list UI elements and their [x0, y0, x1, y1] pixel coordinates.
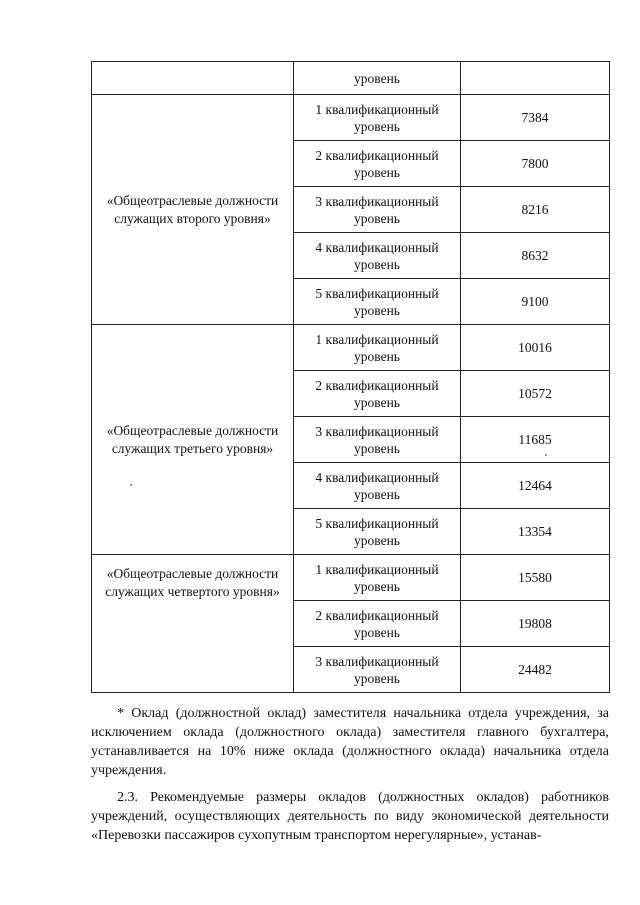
value-cell: 8632 — [461, 233, 610, 279]
level-cell: 4 квалификационный уровень — [294, 463, 461, 509]
scan-speck — [545, 454, 547, 456]
paragraph-text: 2.3. Рекомендуемые размеры окладов (должностных окладов) работников учреждений, осуществляющих деятельность по виду экономической деятельности «Перевозки пассажиров сухопутным транспортом нерегулярные», устанав- — [91, 790, 609, 843]
level-cell: 5 квалификационный уровень — [294, 509, 461, 555]
table-row — [92, 95, 610, 141]
value-cell: 24482 — [461, 647, 610, 693]
value-cell: 15580 — [461, 555, 610, 601]
value-cell: 12464 — [461, 463, 610, 509]
value-cell: 13354 — [461, 509, 610, 555]
level-cell: 2 квалификационный уровень — [294, 601, 461, 647]
footnote-text: * Оклад (должностной оклад) заместителя начальника отдела учреждения, за исключением оклада (должностного оклада) заместителя главного бухгалтера, устанавливается на 10% ниже оклада (должностного оклада) начальника отдела учреждения. — [91, 706, 609, 778]
value-cell: 10016 — [461, 325, 610, 371]
group-cell-second-level: «Общеотраслевые должности служащих второго уровня» — [92, 95, 294, 325]
value-cell: 7384 — [461, 95, 610, 141]
value-cell: 10572 — [461, 371, 610, 417]
table-row-continued — [92, 62, 610, 95]
table-row — [92, 555, 610, 601]
level-cell: 3 квалификационный уровень — [294, 647, 461, 693]
salary-table — [91, 61, 610, 693]
value-cell: 19808 — [461, 601, 610, 647]
level-cell: 2 квалификационный уровень — [294, 141, 461, 187]
level-cell: 2 квалификационный уровень — [294, 371, 461, 417]
group-cell-continued — [92, 62, 294, 95]
level-cell: 1 квалификационный уровень — [294, 95, 461, 141]
value-cell: 7800 — [461, 141, 610, 187]
group-cell-third-level: «Общеотраслевые должности служащих третьего уровня» — [92, 325, 294, 555]
value-cell: 11685 — [461, 417, 610, 463]
level-cell: уровень — [294, 62, 461, 95]
level-cell: 3 квалификационный уровень — [294, 417, 461, 463]
value-cell: 9100 — [461, 279, 610, 325]
value-cell — [461, 62, 610, 95]
level-cell: 1 квалификационный уровень — [294, 325, 461, 371]
notes-section — [91, 704, 609, 845]
level-cell: 1 квалификационный уровень — [294, 555, 461, 601]
group-cell-fourth-level: «Общеотраслевые должности служащих четвертого уровня» — [92, 555, 294, 693]
value-cell: 8216 — [461, 187, 610, 233]
scan-speck — [130, 484, 132, 486]
level-cell: 4 квалификационный уровень — [294, 233, 461, 279]
table-row — [92, 325, 610, 371]
level-cell: 5 квалификационный уровень — [294, 279, 461, 325]
level-cell: 3 квалификационный уровень — [294, 187, 461, 233]
